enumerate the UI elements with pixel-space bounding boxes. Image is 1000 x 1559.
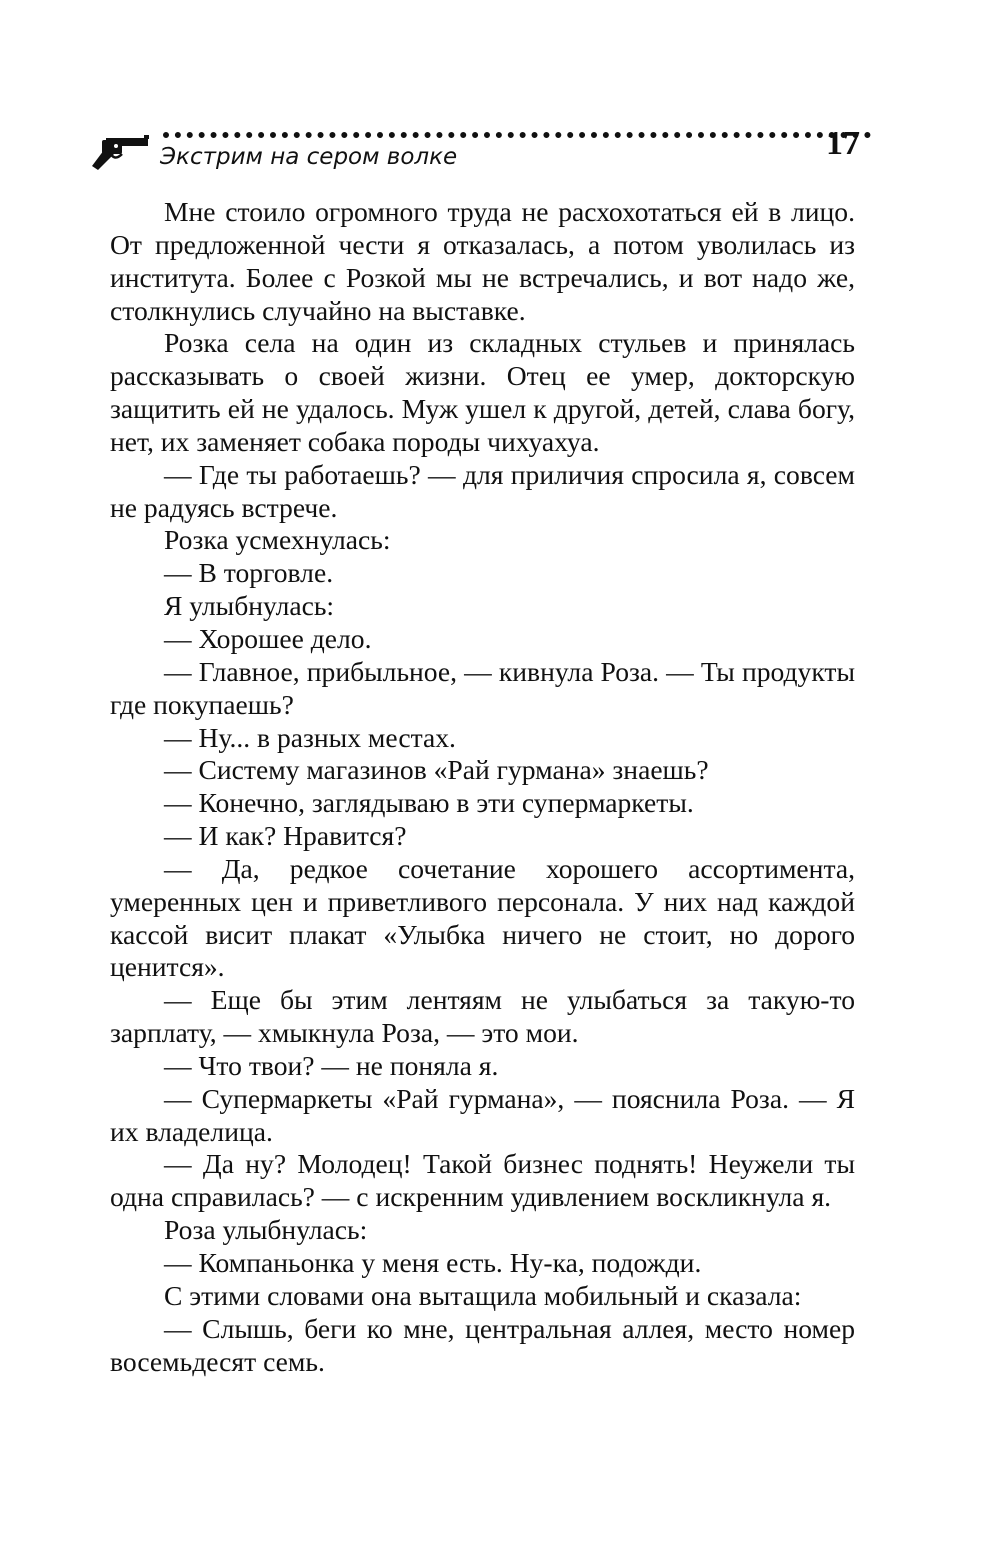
text-body: [110, 196, 855, 1378]
paragraph: — Слышь, беги ко мне, центральная аллея, место номер восемьдесят семь.: [110, 1312, 855, 1377]
dotted-rule: [163, 132, 871, 138]
running-title: Экстрим на сером волке: [160, 144, 458, 170]
paragraph: Роза улыбнулась:: [164, 1214, 368, 1246]
paragraph: — Где ты работаешь? — для приличия спросила я, совсем не радуясь встрече.: [110, 458, 855, 523]
paragraph: — И как? Нравится?: [164, 820, 407, 852]
paragraph: — Еще бы этим лентяям не улыбаться за такую-то зарплату, — хмыкнула Роза, — это мои.: [110, 984, 855, 1049]
page-number: 17: [826, 125, 860, 162]
paragraph: Мне стоило огромного труда не расхохотаться ей в лицо. От предложенной чести я отказалась, а потом уволилась из института. Более с Розкой мы не встречались, и вот надо же, столкнулись случайно на выставке.: [110, 196, 855, 326]
paragraph: — Компаньонка у меня есть. Ну-ка, подожди.: [164, 1247, 702, 1278]
paragraph: — Главное, прибыльное, — кивнула Роза. — Ты продукты где покупаешь?: [110, 655, 855, 720]
paragraph: — В торговле.: [164, 557, 334, 589]
paragraph: — Да ну? Молодец! Такой бизнес поднять! Неужели ты одна справилась? — с искренним удивлением воскликнула я.: [110, 1148, 855, 1213]
paragraph: — Супермаркеты «Рай гурмана», — пояснила Роза. — Я их владелица.: [110, 1082, 855, 1147]
paragraph: — Конечно, заглядываю в эти супермаркеты.: [164, 787, 694, 819]
paragraph: Розка усмехнулась:: [164, 524, 391, 556]
page-header: [88, 122, 868, 182]
paragraph: Розка села на один из складных стульев и принялась рассказывать о своей жизни. Отец ее умер, докторскую защитить ей не удалось. Муж ушел к другой, детей, слава богу, нет, их заменяет собака породы чихуахуа.: [110, 327, 855, 457]
paragraph: Я улыбнулась:: [164, 590, 335, 622]
paragraph: — Да, редкое сочетание хорошего ассортимента, умеренных цен и приветливого персонала. У них над каждой кассой висит плакат «Улыбка ничего не стоит, но дорого ценится».: [110, 852, 855, 983]
paragraph: — Хорошее дело.: [164, 622, 372, 654]
paragraph: — Что твои? — не поняла я.: [164, 1049, 499, 1081]
paragraph: — Систему магазинов «Рай гурмана» знаешь?: [164, 754, 709, 786]
paragraph: С этими словами она вытащила мобильный и сказала:: [164, 1279, 802, 1311]
paragraph: — Ну... в разных местах.: [164, 721, 456, 753]
revolver-icon: [88, 132, 150, 172]
